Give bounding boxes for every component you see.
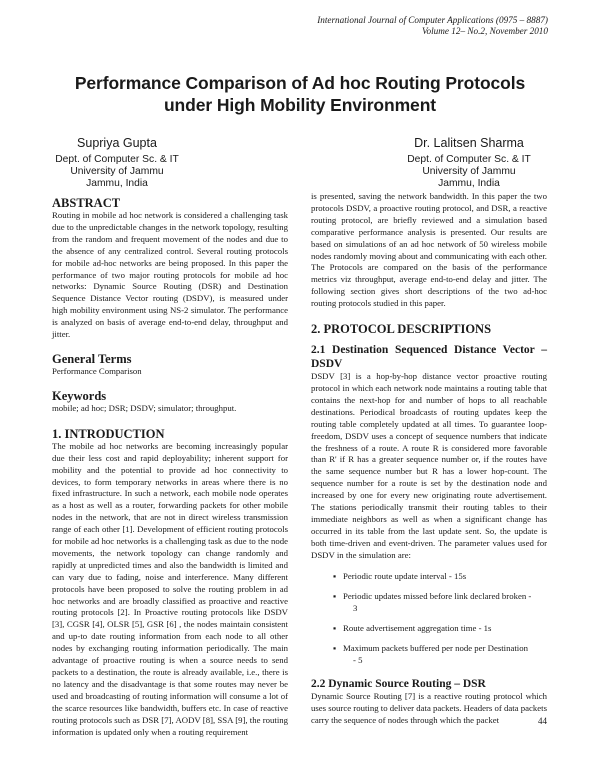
journal-volume: Volume 12– No.2, November 2010 <box>421 26 548 36</box>
dsdv-text: DSDV [3] is a hop-by-hop distance vector proactive routing protocol in which each network node maintains a routing table that contains the next-hop for and number of hops to all reachable destinations. Periodical broadcasts of routing updates keep the routing table completely updated at all times. To guarantee loop-freedom, DSDV uses a concept of sequence numbers that indicate the freshness of a route. A route R is considered more favorable than R' if R has a greater sequence number or, if the routes have the same sequence number but R has a lower hop-count. The sequence number for a route is set by the destination node and increased by one for every new originating route advertisement. The stations periodically transmit their routing tables to their immediate neighbors as well as when a significant change has occurred in its table from the last update sent. So, the update is both time-driven and event-driven. The parameter values used for DSDV in the simulation are: <box>311 371 547 560</box>
list-item: ▪ Periodic updates missed before link declared broken - 3 <box>333 590 532 613</box>
author-block-1 <box>17 136 217 190</box>
author-university: University of Jammu <box>70 166 164 177</box>
list-item: ▪ Route advertisement aggregation time - 1s <box>333 622 492 633</box>
abstract-heading: ABSTRACT <box>52 196 121 210</box>
general-terms-heading: General Terms <box>52 351 132 366</box>
list-item: ▪ Maximum packets buffered per node per Destination - 5 <box>333 642 528 665</box>
author-block-2 <box>369 136 569 190</box>
title-line-2: under High Mobility Environment <box>163 95 437 115</box>
dsr-text: Dynamic Source Routing [7] is a reactive routing protocol which uses source routing to deliver data packets. Headers of data packets carry the sequence of nodes through which the packet <box>311 691 547 725</box>
page-number: 44 <box>538 716 547 726</box>
introduction-heading: 1. INTRODUCTION <box>52 426 165 441</box>
journal-header <box>228 15 548 37</box>
bullet-icon: ▪ <box>333 590 337 601</box>
author-location: Jammu, India <box>86 178 148 189</box>
author-dept: Dept. of Computer Sc. & IT <box>407 154 531 165</box>
author-university: University of Jammu <box>422 166 516 177</box>
author-name: Dr. Lalitsen Sharma <box>414 136 524 150</box>
protocol-descriptions-heading: 2. PROTOCOL DESCRIPTIONS <box>311 322 492 337</box>
introduction-continued-text: is presented, saving the network bandwidth. In this paper the two protocols DSDV, a proactive routing protocol, and DSR, a reactive routing protocol, are briefly reviewed and a simulation based comparative performance analysis is presented. Our results are based on simulations of an ad hoc network of 50 wireless mobile nodes randomly moving about and communicating with each other. The Protocols are compared on the basis of the performance metrics viz throughput, average end-to-end delay and jitter. The following section gives short descriptions of the two ad-hoc routing protocols studied in this paper. <box>311 191 547 309</box>
bullet-icon: ▪ <box>333 570 337 581</box>
bullet-icon: ▪ <box>333 642 337 653</box>
author-location: Jammu, India <box>438 178 500 189</box>
list-item: ▪ Periodic route update interval - 15s <box>333 570 467 581</box>
paper-title <box>40 72 560 116</box>
keywords-text: mobile; ad hoc; DSR; DSDV; simulator; throughput. <box>52 402 237 413</box>
abstract-text: Routing in mobile ad hoc network is considered a challenging task due to the unpredictable changes in the network topology, resulting from the random and frequent movement of the nodes and due to the absence of any centralized control. Several routing protocols for mobile ad-hoc networks are being proposed. In this paper the performance of two major routing protocols for mobile ad hoc networks: Dynamic Source Routing (DSR) and Destination Sequence Distance Vector routing (DSDV), is measured under high mobility environment using NS-2 simulator. The performance is analyzed on basis of average end-to-end delay, throughput and jitter. <box>52 210 288 340</box>
author-dept: Dept. of Computer Sc. & IT <box>55 154 179 165</box>
author-name: Supriya Gupta <box>77 136 157 150</box>
journal-name: International Journal of Computer Applications (0975 – 8887) <box>317 15 548 25</box>
left-column <box>52 196 288 738</box>
title-line-1: Performance Comparison of Ad hoc Routing Protocols <box>74 73 526 93</box>
dsdv-heading: 2.1 Destination Sequenced Distance Vector – DSDV <box>311 344 547 370</box>
general-terms-text: Performance Comparison <box>52 365 142 376</box>
introduction-text: The mobile ad hoc networks are becoming increasingly popular due their less cost and rapid deployability; inherent support for mobility and the potential to provide ad hoc connectivity to devices, to form temporary networks in areas where there is no fixed infrastructure. In such a network, each mobile node operates as a host as well as a router, forwarding packets for other mobile nodes in the network, that are not in direct wireless transmission range of each other [1]. Development of efficient routing protocols for mobile ad hoc networks is a challenging task as due to the node movements, the network topology can change randomly and rapidly at unpredicted times and also the bandwidth is limited and can vary due to fading, noise and interference. Many different protocols have been proposed to solve the routing problem in ad hoc networks and are broadly classified as proactive and reactive routing protocols [2]. In Proactive routing protocols like DSDV [3], CGSR [4], OLSR [5], GSR [6] , the nodes maintain consistent and up-to date routing information from each node to all other nodes by exchanging routing information periodically. The main advantage of proactive routing is when a source needs to send packets to a destination, the route is already available, i.e., there is no latency and the disadvantage is that some routes may never be used and broadcasting of routing information will consume a lot of the scarce resources like bandwidth, buffers etc. In case of reactive routing protocols such as DSR [7], AODV [8], SSA [9], the routing information is updated only when a routing requirement <box>52 440 288 737</box>
dsdv-parameter-list <box>311 570 547 666</box>
right-column <box>311 191 547 727</box>
keywords-heading: Keywords <box>52 388 107 403</box>
bullet-icon: ▪ <box>333 622 337 633</box>
dsr-heading: 2.2 Dynamic Source Routing – DSR <box>311 677 486 690</box>
